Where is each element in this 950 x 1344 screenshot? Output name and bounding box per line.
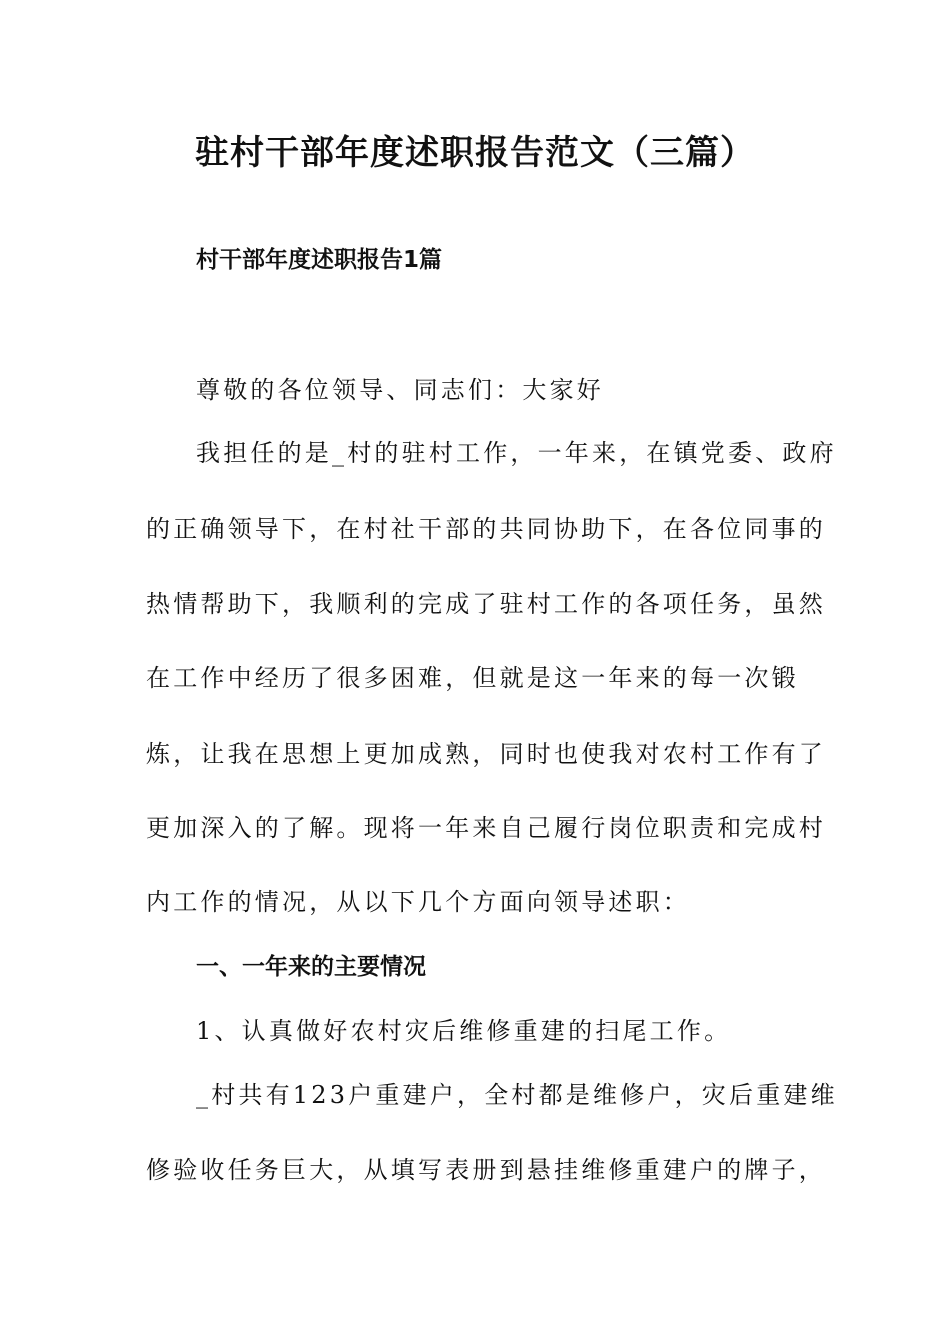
list-item: 1、认真做好农村灾后维修重建的扫尾工作。 [196, 1017, 732, 1045]
paragraph-line: 热情帮助下，我顺利的完成了驻村工作的各项任务，虽然 [146, 590, 826, 618]
paragraph-line: 炼，让我在思想上更加成熟，同时也使我对农村工作有了 [146, 740, 826, 768]
paragraph-line: 更加深入的了解。现将一年来自己履行岗位职责和完成村 [146, 814, 826, 842]
salutation: 尊敬的各位领导、同志们：大家好 [196, 376, 604, 404]
section-heading: 一、一年来的主要情况 [196, 954, 426, 980]
document-title: 驻村干部年度述职报告范文（三篇） [195, 133, 755, 173]
paragraph-line: _村共有123户重建户，全村都是维修户，灾后重建维 [196, 1081, 838, 1109]
paragraph-line: 在工作中经历了很多困难，但就是这一年来的每一次锻 [146, 664, 799, 692]
report-subtitle: 村干部年度述职报告1篇 [196, 247, 443, 273]
paragraph-line: 内工作的情况，从以下几个方面向领导述职： [146, 888, 690, 916]
paragraph-line: 的正确领导下，在村社干部的共同协助下，在各位同事的 [146, 515, 826, 543]
paragraph-line: 我担任的是_村的驻村工作，一年来，在镇党委、政府 [196, 439, 837, 467]
paragraph-line: 修验收任务巨大，从填写表册到悬挂维修重建户的牌子， [146, 1156, 826, 1184]
